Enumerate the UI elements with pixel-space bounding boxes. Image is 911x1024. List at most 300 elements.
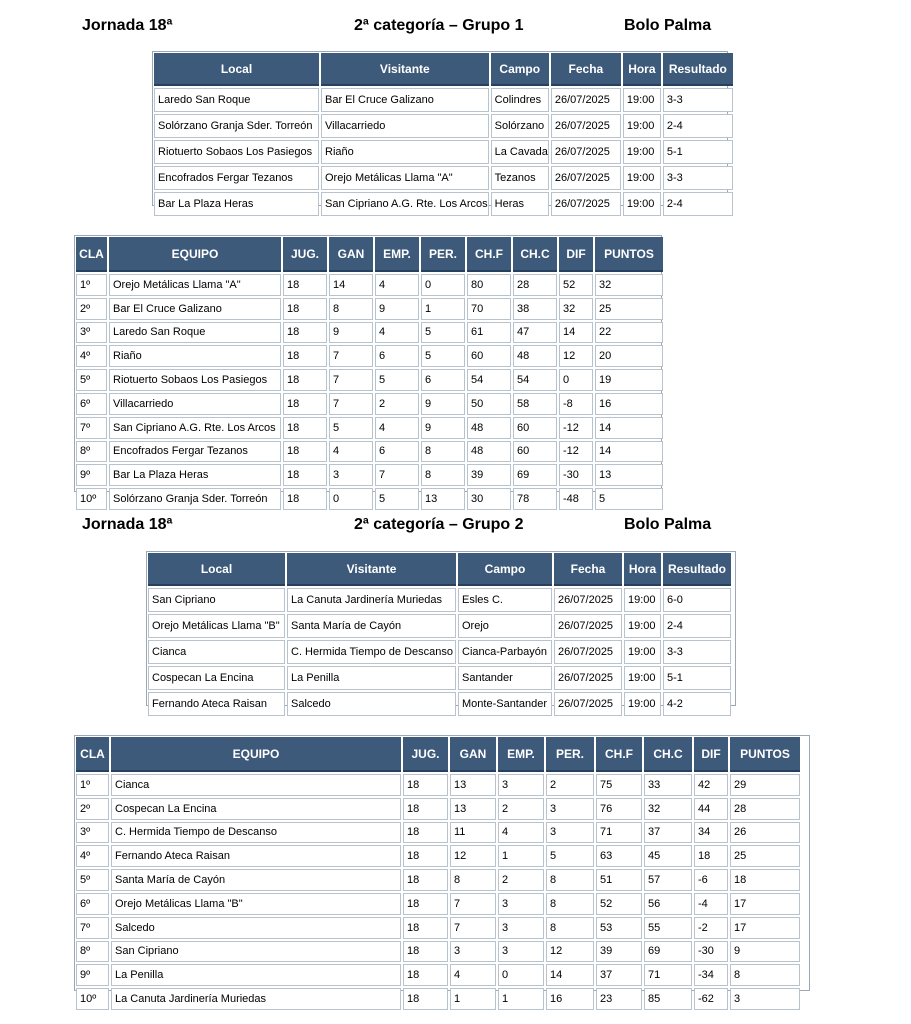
table-cell: 5º [76,369,107,391]
categoria-label: 2ª categoría – Grupo 1 [354,17,524,34]
table-cell: 4 [375,274,419,296]
column-header: GAN [450,737,496,772]
table-cell: 18 [403,798,448,820]
column-header: Hora [623,53,661,86]
table-cell: 2 [498,869,544,891]
categoria-label: 2ª categoría – Grupo 2 [354,516,524,533]
table-cell: 18 [403,822,448,844]
table-cell: 7 [375,464,419,486]
table-cell: 18 [283,369,327,391]
table-cell: 8 [329,298,373,320]
column-header: Fecha [551,53,621,86]
table-cell: 32 [644,798,692,820]
table-cell: 8 [730,964,800,986]
table-cell: 2º [76,798,109,820]
column-header: Local [154,53,319,86]
table-cell: 12 [559,345,593,367]
table-cell: -12 [559,441,593,463]
table-cell: Orejo Metálicas Llama "A" [321,166,489,190]
table-cell: 7 [329,393,373,415]
table-cell: 11 [450,822,496,844]
column-header: Visitante [321,53,489,86]
table-cell: Tezanos [491,166,549,190]
table-cell: 18 [403,988,448,1010]
table-cell: 4º [76,345,107,367]
table-cell: 38 [513,298,557,320]
table-cell: Fernando Ateca Raisan [148,692,285,716]
table-cell: -48 [559,488,593,510]
table-cell: 3 [730,988,800,1010]
table-cell: La Canuta Jardinería Muriedas [111,988,401,1010]
table-cell: -34 [694,964,728,986]
column-header: JUG. [283,237,327,272]
table-cell: 3 [329,464,373,486]
table-cell: 19:00 [623,114,661,138]
table-cell: 9 [421,393,465,415]
standings-table [74,235,665,512]
column-header: JUG. [403,737,448,772]
table-cell: San Cipriano A.G. Rte. Los Arcos [321,192,489,216]
table-cell: 23 [596,988,642,1010]
table-cell: 14 [559,322,593,344]
table-cell: C. Hermida Tiempo de Descanso [111,822,401,844]
table-cell: Orejo [458,614,552,638]
table-cell: 18 [403,845,448,867]
table-cell: 16 [595,393,663,415]
table-cell: -6 [694,869,728,891]
table-cell: 4 [329,441,373,463]
table-cell: 4º [76,845,109,867]
table-row [76,798,800,820]
header-row [76,737,800,772]
table-cell: Orejo Metálicas Llama "B" [148,614,285,638]
table-row [76,774,800,796]
table-cell: 58 [513,393,557,415]
table-cell: 6 [375,345,419,367]
table-cell: 9 [730,941,800,963]
table-cell: 48 [467,441,511,463]
table-cell: 26/07/2025 [554,666,622,690]
column-header: CLA [76,237,107,272]
table-cell: 8 [421,441,465,463]
table-cell: 28 [513,274,557,296]
table-cell: 9 [329,322,373,344]
table-cell: 19:00 [624,666,661,690]
table-cell: 4 [375,322,419,344]
table-row [148,614,731,638]
table-cell: 10º [76,988,109,1010]
table-cell: 37 [596,964,642,986]
table-cell: 85 [644,988,692,1010]
table-cell: 1 [421,298,465,320]
table-row [76,274,663,296]
table-cell: 12 [546,941,594,963]
table-cell: -2 [694,917,728,939]
table-cell: 18 [283,393,327,415]
table-cell: 80 [467,274,511,296]
table-cell: 18 [283,274,327,296]
table-row [76,393,663,415]
table-cell: 4-2 [663,692,731,716]
table-cell: 2º [76,298,107,320]
table-row [76,917,800,939]
table-row [76,417,663,439]
table-cell: 44 [694,798,728,820]
table-cell: 51 [596,869,642,891]
table-cell: 52 [596,893,642,915]
table-cell: 8º [76,941,109,963]
column-header: PUNTOS [730,737,800,772]
table-cell: 7º [76,417,107,439]
table-cell: 18 [403,869,448,891]
table-cell: 26/07/2025 [554,614,622,638]
table-cell: 3 [498,774,544,796]
table-cell: 39 [596,941,642,963]
table-cell: 2 [498,798,544,820]
table-cell: 12 [450,845,496,867]
column-header: EMP. [498,737,544,772]
table-cell: Solórzano [491,114,549,138]
table-cell: 18 [694,845,728,867]
table-cell: 3 [450,941,496,963]
table-cell: 60 [513,417,557,439]
table-cell: 70 [467,298,511,320]
table-cell: 8 [546,869,594,891]
table-cell: 37 [644,822,692,844]
table-cell: 26/07/2025 [551,114,621,138]
table-cell: La Cavada [491,140,549,164]
table-cell: Cospecan La Encina [148,666,285,690]
table-cell: 4 [375,417,419,439]
column-header: Campo [491,53,549,86]
table-cell: Encofrados Fergar Tezanos [109,441,281,463]
table-cell: 9º [76,464,107,486]
column-header: PUNTOS [595,237,663,272]
table-row [148,640,731,664]
table-cell: 0 [329,488,373,510]
table-cell: 69 [513,464,557,486]
modalidad-label: Bolo Palma [624,516,712,533]
table-cell: Encofrados Fergar Tezanos [154,166,319,190]
table-cell: 18 [403,774,448,796]
table-cell: 4 [450,964,496,986]
table-cell: Santander [458,666,552,690]
table-cell: San Cipriano [111,941,401,963]
table-cell: Heras [491,192,549,216]
table-cell: 3-3 [663,166,733,190]
table-cell: 26/07/2025 [554,588,622,612]
table-cell: 5 [421,322,465,344]
table-cell: 61 [467,322,511,344]
column-header: CH.F [596,737,642,772]
table-cell: Salcedo [287,692,456,716]
table-cell: 7 [329,345,373,367]
table-cell: 14 [595,417,663,439]
table-cell: 13 [450,798,496,820]
table-cell: 18 [283,417,327,439]
table-cell: 6-0 [663,588,731,612]
table-cell: 29 [730,774,800,796]
table-cell: Cianca-Parbayón [458,640,552,664]
column-header: CH.C [513,237,557,272]
table-cell: 18 [283,488,327,510]
table-cell: 1º [76,274,107,296]
table-cell: 25 [730,845,800,867]
table-cell: -4 [694,893,728,915]
table-row [148,588,731,612]
column-header: Resultado [663,53,733,86]
table-cell: 78 [513,488,557,510]
table-cell: 48 [467,417,511,439]
table-row [76,822,800,844]
table-cell: 18 [403,964,448,986]
table-cell: Villacarriedo [321,114,489,138]
table-cell: 5-1 [663,140,733,164]
table-cell: Salcedo [111,917,401,939]
table-cell: 5 [546,845,594,867]
table-cell: Monte-Santander [458,692,552,716]
table-cell: Colindres [491,88,549,112]
column-header: CH.F [467,237,511,272]
table-cell: 14 [329,274,373,296]
table-cell: 39 [467,464,511,486]
column-header: PER. [546,737,594,772]
table-cell: 6º [76,393,107,415]
table-cell: 19 [595,369,663,391]
table-cell: 71 [644,964,692,986]
table-cell: San Cipriano [148,588,285,612]
table-cell: 19:00 [623,166,661,190]
table-cell: 25 [595,298,663,320]
table-cell: -8 [559,393,593,415]
table-cell: Cianca [148,640,285,664]
table-cell: 1 [450,988,496,1010]
table-cell: Cospecan La Encina [111,798,401,820]
table-cell: 19:00 [624,692,661,716]
table-cell: 76 [596,798,642,820]
table-cell: 8 [546,893,594,915]
table-cell: -12 [559,417,593,439]
table-cell: 63 [596,845,642,867]
table-row [76,845,800,867]
standings-table [74,735,802,1012]
table-cell: 34 [694,822,728,844]
table-row [154,140,733,164]
table-cell: 0 [559,369,593,391]
column-header: DIF [559,237,593,272]
column-header: GAN [329,237,373,272]
table-cell: 1º [76,774,109,796]
table-row [76,345,663,367]
table-cell: 8 [421,464,465,486]
table-cell: Santa María de Cayón [287,614,456,638]
table-cell: 18 [283,298,327,320]
table-cell: La Penilla [287,666,456,690]
table-cell: 14 [546,964,594,986]
table-cell: 1 [498,988,544,1010]
table-cell: 5-1 [663,666,731,690]
table-row [154,88,733,112]
table-cell: 3-3 [663,640,731,664]
table-cell: 5 [421,345,465,367]
table-cell: 26/07/2025 [554,640,622,664]
table-cell: 2 [375,393,419,415]
table-cell: 52 [559,274,593,296]
table-cell: 22 [595,322,663,344]
table-cell: 4 [498,822,544,844]
column-header: CLA [76,737,109,772]
table-cell: 45 [644,845,692,867]
table-cell: 5 [595,488,663,510]
table-cell: 19:00 [623,88,661,112]
column-header: Hora [624,553,661,586]
table-cell: 18 [403,917,448,939]
table-row [76,322,663,344]
table-cell: Bar La Plaza Heras [154,192,319,216]
table-cell: 1 [498,845,544,867]
table-cell: Orejo Metálicas Llama "A" [109,274,281,296]
table-cell: La Canuta Jardinería Muriedas [287,588,456,612]
column-header: Campo [458,553,552,586]
table-cell: 42 [694,774,728,796]
table-cell: Orejo Metálicas Llama "B" [111,893,401,915]
table-cell: Riotuerto Sobaos Los Pasiegos [154,140,319,164]
table-row [154,114,733,138]
table-cell: 7 [329,369,373,391]
column-header: Local [148,553,285,586]
table-cell: 28 [730,798,800,820]
table-cell: 2-4 [663,192,733,216]
table-cell: 3º [76,822,109,844]
table-cell: Fernando Ateca Raisan [111,845,401,867]
table-cell: 2-4 [663,114,733,138]
table-cell: 17 [730,917,800,939]
table-cell: 26/07/2025 [551,88,621,112]
table-cell: 48 [513,345,557,367]
table-cell: 60 [513,441,557,463]
matches-table [152,51,735,218]
table-cell: 19:00 [623,140,661,164]
table-cell: Riotuerto Sobaos Los Pasiegos [109,369,281,391]
table-cell: 18 [283,322,327,344]
table-cell: Riaño [321,140,489,164]
table-cell: 9 [375,298,419,320]
table-cell: 50 [467,393,511,415]
table-cell: 5 [375,488,419,510]
table-cell: 19:00 [623,192,661,216]
table-row [154,192,733,216]
table-row [76,988,800,1010]
column-header: Fecha [554,553,622,586]
column-header: DIF [694,737,728,772]
table-cell: 54 [467,369,511,391]
table-cell: 32 [595,274,663,296]
table-cell: San Cipriano A.G. Rte. Los Arcos [109,417,281,439]
table-cell: 14 [595,441,663,463]
table-cell: 6º [76,893,109,915]
table-cell: 0 [421,274,465,296]
table-cell: 3º [76,322,107,344]
column-header: EMP. [375,237,419,272]
table-cell: Riaño [109,345,281,367]
table-row [76,964,800,986]
table-row [76,441,663,463]
table-cell: Laredo San Roque [109,322,281,344]
table-row [76,893,800,915]
table-cell: -62 [694,988,728,1010]
table-cell: 2 [546,774,594,796]
table-cell: Santa María de Cayón [111,869,401,891]
header-row [154,53,733,86]
table-cell: 55 [644,917,692,939]
table-cell: 57 [644,869,692,891]
table-cell: 8 [546,917,594,939]
table-cell: 19:00 [624,640,661,664]
table-cell: 13 [450,774,496,796]
table-cell: 33 [644,774,692,796]
table-cell: Bar El Cruce Galizano [109,298,281,320]
table-cell: 9º [76,964,109,986]
table-cell: 26/07/2025 [551,140,621,164]
table-cell: Bar El Cruce Galizano [321,88,489,112]
table-row [148,666,731,690]
table-cell: 8º [76,441,107,463]
table-cell: 16 [546,988,594,1010]
table-row [76,369,663,391]
table-cell: Solórzano Granja Sder. Torreón [154,114,319,138]
modalidad-label: Bolo Palma [624,17,712,34]
table-cell: 0 [498,964,544,986]
column-header: CH.C [644,737,692,772]
table-cell: 18 [403,893,448,915]
table-cell: 53 [596,917,642,939]
column-header: Resultado [663,553,731,586]
jornada-label: Jornada 18ª [82,516,173,533]
table-cell: 20 [595,345,663,367]
table-cell: Laredo San Roque [154,88,319,112]
table-cell: 3 [498,941,544,963]
header-row [76,237,663,272]
table-cell: 6 [375,441,419,463]
table-cell: 3 [546,798,594,820]
table-cell: -30 [694,941,728,963]
table-cell: 71 [596,822,642,844]
table-cell: 18 [730,869,800,891]
table-row [76,298,663,320]
table-cell: Villacarriedo [109,393,281,415]
table-cell: 26/07/2025 [551,166,621,190]
matches-table [146,551,733,718]
table-cell: 6 [421,369,465,391]
table-row [76,869,800,891]
table-cell: 60 [467,345,511,367]
table-cell: 54 [513,369,557,391]
table-cell: 5 [329,417,373,439]
table-cell: C. Hermida Tiempo de Descanso [287,640,456,664]
table-cell: 3 [498,917,544,939]
table-cell: 26 [730,822,800,844]
table-cell: 75 [596,774,642,796]
table-cell: 3-3 [663,88,733,112]
table-cell: 2-4 [663,614,731,638]
table-row [76,488,663,510]
table-cell: Esles C. [458,588,552,612]
column-header: EQUIPO [111,737,401,772]
table-cell: 30 [467,488,511,510]
table-cell: 10º [76,488,107,510]
table-cell: 13 [595,464,663,486]
table-cell: 5 [375,369,419,391]
